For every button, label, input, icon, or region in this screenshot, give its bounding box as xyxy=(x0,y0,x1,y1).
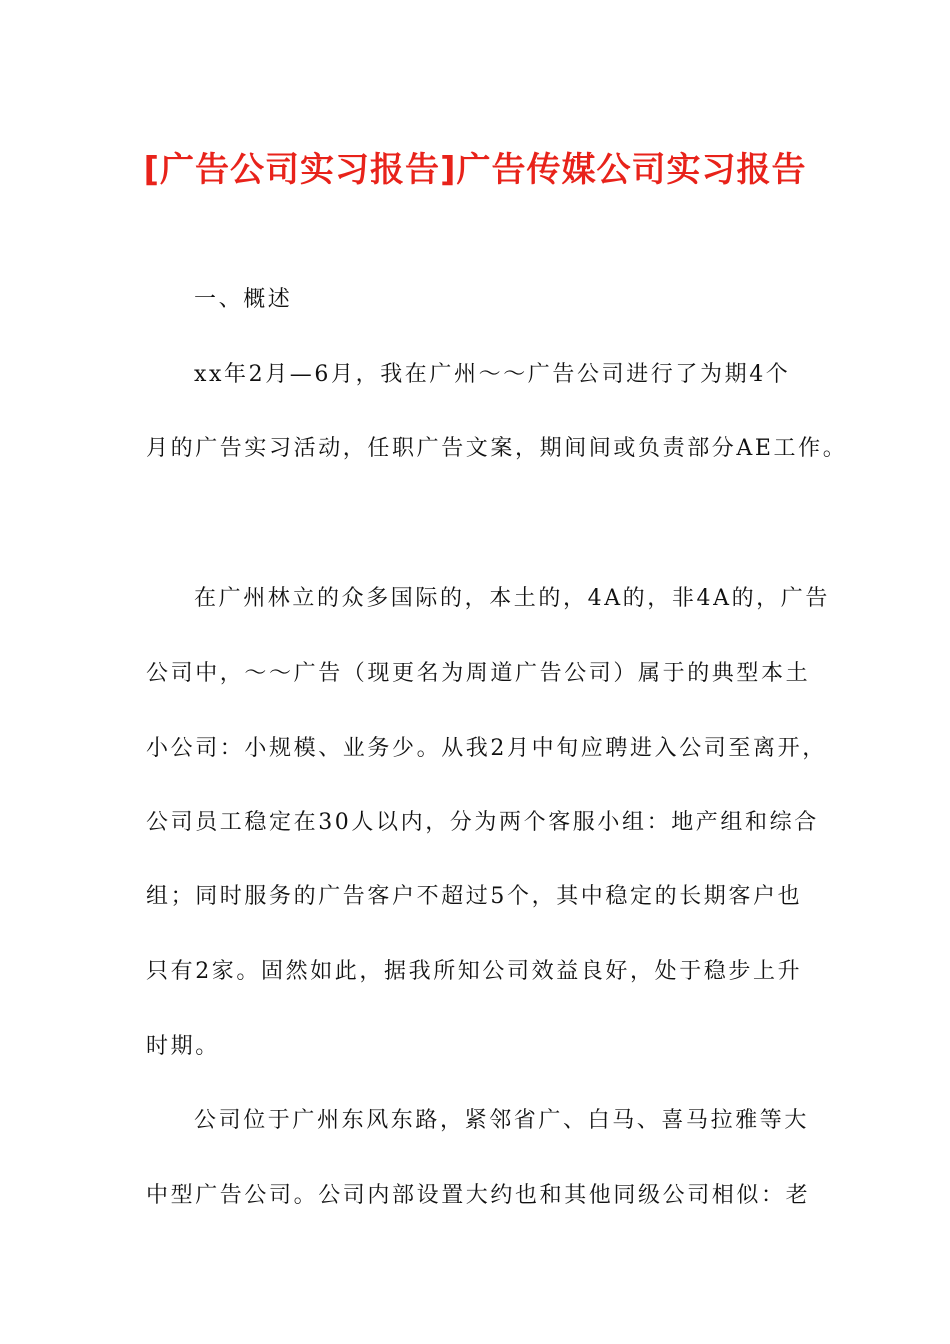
paragraph-line: 月的广告实习活动，任职广告文案，期间间或负责部分AE工作。 xyxy=(146,436,848,461)
paragraph-line: xx年2月—6月，我在广州～～广告公司进行了为期4个 xyxy=(194,362,791,387)
paragraph-line: 时期。 xyxy=(146,1034,220,1059)
paragraph-line: 只有2家。固然如此，据我所知公司效益良好，处于稳步上升 xyxy=(146,959,803,984)
paragraph-line: 公司员工稳定在30人以内，分为两个客服小组：地产组和综合 xyxy=(146,810,819,835)
paragraph-line: 在广州林立的众多国际的，本土的，4A的，非4A的，广告 xyxy=(194,586,830,611)
section-heading: 一、概述 xyxy=(194,287,293,312)
paragraph-line: 中型广告公司。公司内部设置大约也和其他同级公司相似：老 xyxy=(146,1183,811,1208)
paragraph-line: 小公司：小规模、业务少。从我2月中旬应聘进入公司至离开， xyxy=(146,736,827,761)
document-title: [广告公司实习报告]广告传媒公司实习报告 xyxy=(143,150,807,190)
paragraph-line: 公司中，～～广告（现更名为周道广告公司）属于的典型本土 xyxy=(146,661,811,686)
paragraph-line: 组；同时服务的广告客户不超过5个，其中稳定的长期客户也 xyxy=(146,884,803,909)
paragraph-line: 公司位于广州东风东路，紧邻省广、白马、喜马拉雅等大 xyxy=(194,1108,810,1133)
